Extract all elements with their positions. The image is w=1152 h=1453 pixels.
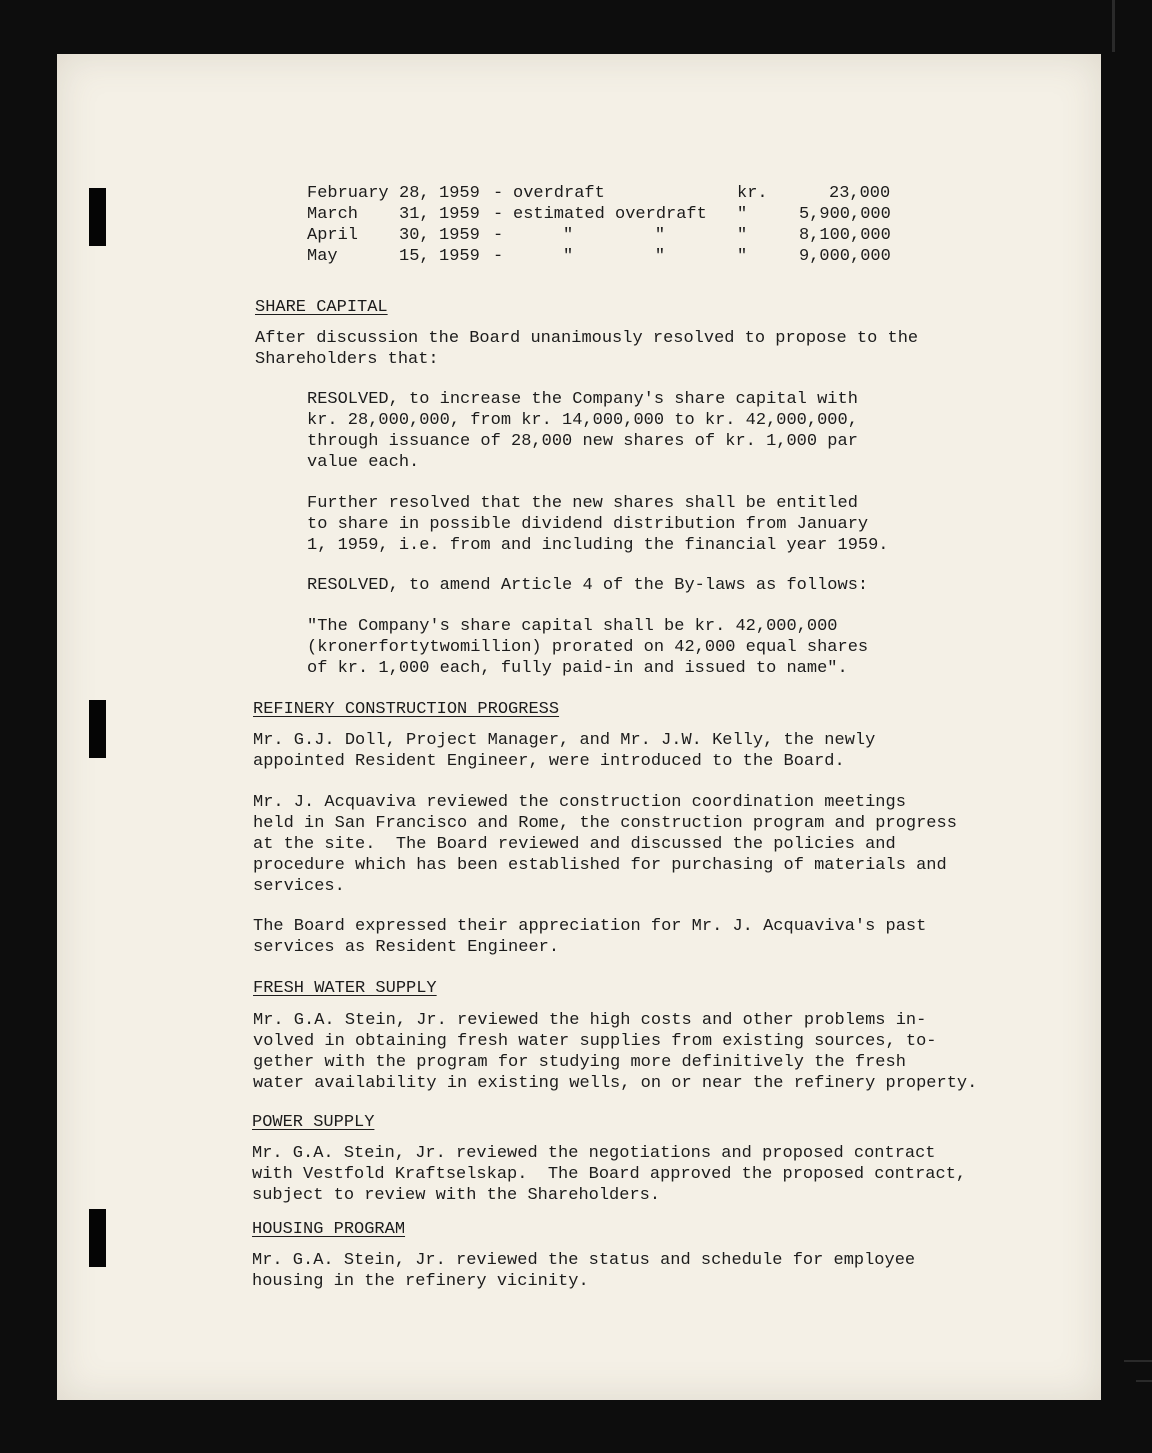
year: 1959 bbox=[439, 226, 480, 245]
section-heading-power: POWER SUPPLY bbox=[252, 1113, 375, 1132]
amount: 8,100,000 bbox=[799, 226, 891, 245]
description: " " bbox=[563, 226, 666, 245]
description: overdraft bbox=[513, 184, 605, 203]
description: estimated overdraft bbox=[513, 205, 707, 224]
scanner-edge-mark bbox=[1124, 1360, 1152, 1362]
share-capital-intro: After discussion the Board unanimously resolved to propose to the Shareholders that: bbox=[255, 329, 919, 369]
month: February bbox=[307, 184, 389, 203]
paper-sheet bbox=[57, 54, 1101, 1400]
dash: - bbox=[493, 247, 504, 266]
punch-hole-mark bbox=[89, 188, 106, 246]
scanner-edge-mark bbox=[1112, 0, 1115, 52]
dash: - bbox=[493, 226, 504, 245]
overdraft-row bbox=[307, 225, 891, 246]
overdraft-row bbox=[307, 183, 891, 204]
resolution-amend-bylaws: RESOLVED, to amend Article 4 of the By-laws as follows: bbox=[307, 576, 869, 595]
currency: " bbox=[737, 247, 748, 266]
refinery-para-introductions: Mr. G.J. Doll, Project Manager, and Mr. J.W. Kelly, the newly appointed Resident Engineer, were introduced to the Board. bbox=[253, 731, 876, 771]
year: 1959 bbox=[439, 205, 480, 224]
day: 28, bbox=[399, 184, 430, 203]
amount: 23,000 bbox=[829, 184, 891, 203]
amount: 9,000,000 bbox=[799, 247, 891, 266]
month: March bbox=[307, 205, 359, 224]
amount: 5,900,000 bbox=[799, 205, 891, 224]
dash: - bbox=[493, 184, 504, 203]
currency: " bbox=[737, 205, 748, 224]
housing-para: Mr. G.A. Stein, Jr. reviewed the status and schedule for employee housing in the refinery vicinity. bbox=[252, 1251, 916, 1291]
currency: " bbox=[737, 226, 748, 245]
overdraft-row bbox=[307, 246, 891, 267]
punch-hole-mark bbox=[89, 1209, 106, 1267]
resolution-increase-capital: RESOLVED, to increase the Company's share capital with kr. 28,000,000, from kr. 14,000,000 to kr. 42,000,000, through issuance of 28,000 new shares of kr. 1,000 par value each. bbox=[307, 390, 858, 472]
resolution-dividend: Further resolved that the new shares shall be entitled to share in possible dividend distribution from January 1, 1959, i.e. from and including the financial year 1959. bbox=[307, 494, 889, 555]
year: 1959 bbox=[439, 247, 480, 266]
bylaws-quote: "The Company's share capital shall be kr. 42,000,000 (kronerfortytwomillion) prorated on 42,000 equal shares of kr. 1,000 each, fully paid-in and issued to name". bbox=[307, 617, 869, 678]
day: 15, bbox=[399, 247, 430, 266]
refinery-para-appreciation: The Board expressed their appreciation for Mr. J. Acquaviva's past services as Resident Engineer. bbox=[253, 917, 927, 957]
fresh-water-para: Mr. G.A. Stein, Jr. reviewed the high costs and other problems in- volved in obtaining fresh water supplies from existing sources, to- gether with the program for studying more definitively the fresh water availability in existing wells, on or near the refinery property. bbox=[253, 1011, 978, 1093]
section-heading-share-capital: SHARE CAPITAL bbox=[255, 298, 388, 317]
section-heading-housing: HOUSING PROGRAM bbox=[252, 1220, 406, 1239]
currency: kr. bbox=[737, 184, 768, 203]
day: 31, bbox=[399, 205, 430, 224]
month: April bbox=[307, 226, 359, 245]
refinery-para-review: Mr. J. Acquaviva reviewed the construction coordination meetings held in San Francisco and Rome, the construction program and progress at the site. The Board reviewed and discussed the policies and procedure which has been established for purchasing of materials and services. bbox=[253, 793, 957, 896]
punch-hole-mark bbox=[89, 700, 106, 758]
section-heading-fresh-water: FRESH WATER SUPPLY bbox=[253, 979, 437, 998]
month: May bbox=[307, 247, 338, 266]
power-para: Mr. G.A. Stein, Jr. reviewed the negotiations and proposed contract with Vestfold Kraftselskap. The Board approved the proposed contract, subject to review with the Shareholders. bbox=[252, 1144, 967, 1205]
section-heading-refinery: REFINERY CONSTRUCTION PROGRESS bbox=[253, 700, 560, 719]
scanner-edge-mark bbox=[1136, 1380, 1152, 1382]
overdraft-row bbox=[307, 204, 891, 225]
description: " " bbox=[563, 247, 666, 266]
year: 1959 bbox=[439, 184, 480, 203]
day: 30, bbox=[399, 226, 430, 245]
dash: - bbox=[493, 205, 504, 224]
